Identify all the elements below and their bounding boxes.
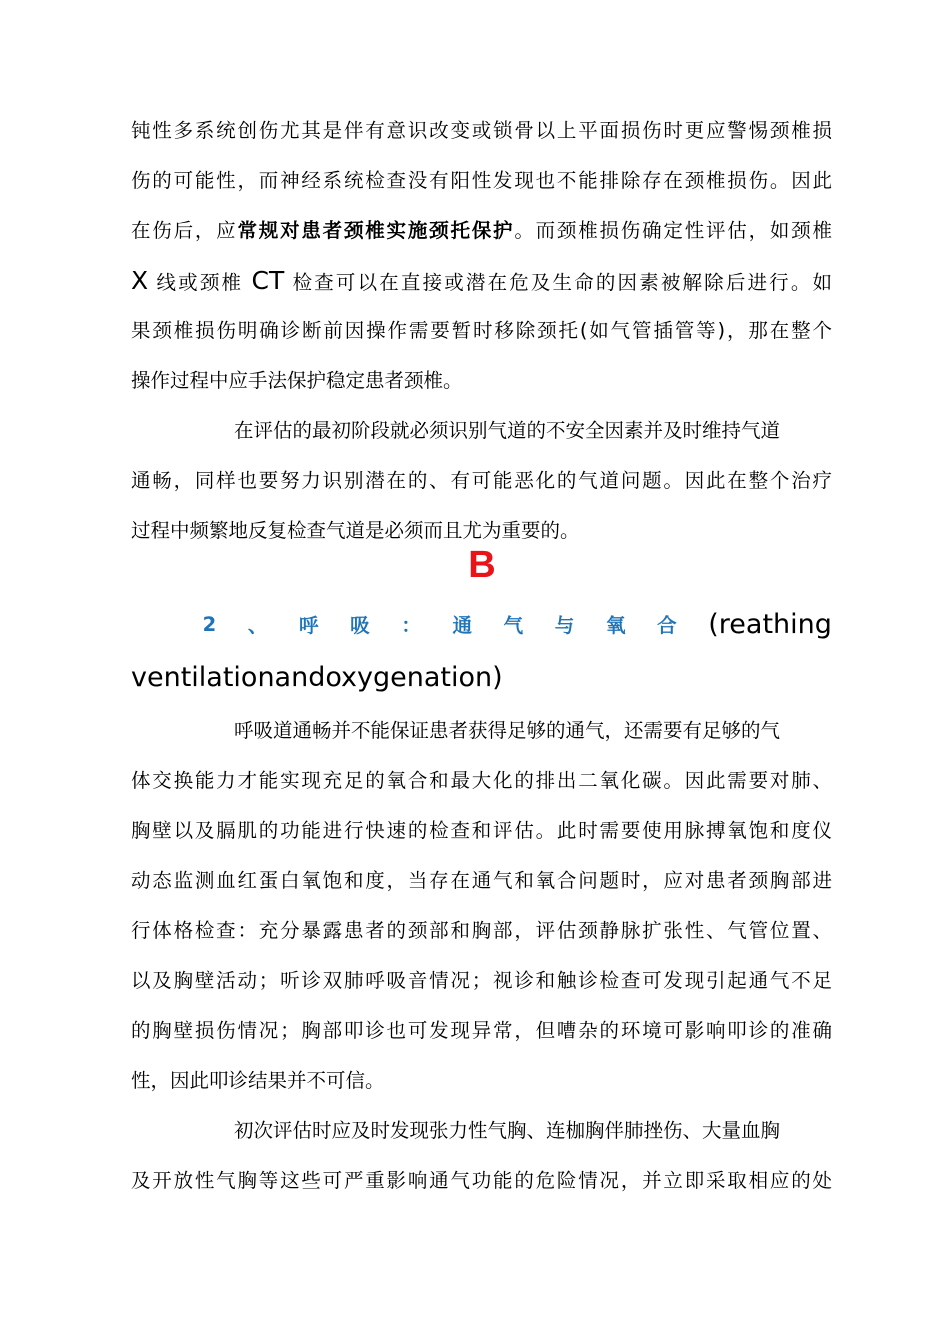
para1-line-5: 果颈椎损伤明确诊断前因操作需要暂时移除颈托(如气管插管等)，那在整个	[131, 319, 832, 342]
para1-line-4-b: 线或颈椎	[148, 271, 252, 294]
heading-english-2: ventilationandoxygenation)	[131, 662, 503, 693]
para1-line-2: 伤的可能性，而神经系统检查没有阳性发现也不能排除存在颈椎损伤。因此	[131, 169, 832, 192]
heading-char-7: 与	[554, 614, 575, 637]
para3-line-5: 行体格检查：充分暴露患者的颈部和胸部，评估颈静脉扩张性、气管位置、	[131, 919, 832, 942]
para2-line-3: 过程中频繁地反复检查气道是必须而且尤为重要的。	[131, 519, 580, 542]
heading-english-1: (reathing	[708, 608, 832, 640]
section-marker-b: B	[468, 544, 496, 586]
heading-char-9: 合	[657, 614, 677, 637]
para3-line-3: 胸壁以及膈肌的功能进行快速的检查和评估。此时需要使用脉搏氧饱和度仪	[131, 819, 832, 842]
para1-x: X	[131, 266, 149, 295]
para1-line-6: 操作过程中应手法保护稳定患者颈椎。	[131, 369, 463, 392]
para3-line-7: 的胸壁损伤情况；胸部叩诊也可发现异常，但嘈杂的环境可影响叩诊的准确	[131, 1019, 832, 1042]
heading-char-0: 2	[202, 612, 217, 636]
para1-ct: CT	[251, 266, 285, 295]
para2-line-2: 通畅，同样也要努力识别潜在的、有可能恶化的气道问题。因此在整个治疗	[131, 469, 832, 492]
para1-line-4	[131, 267, 832, 295]
para3-line-6: 以及胸壁活动；听诊双肺呼吸音情况；视诊和触诊检查可发现引起通气不足	[131, 969, 832, 992]
para2-line-1: 在评估的最初阶段就必须识别气道的不安全因素并及时维持气道	[234, 419, 781, 442]
heading-char-1: 、	[247, 614, 268, 637]
para4-line-2: 及开放性气胸等这些可严重影响通气功能的危险情况，并立即采取相应的处	[131, 1169, 832, 1192]
para1-bold-phrase: 常规对患者颈椎实施颈托保护	[237, 219, 515, 242]
heading-char-4: ：	[401, 614, 421, 637]
para1-line-3	[131, 217, 832, 245]
heading-char-2: 呼	[299, 614, 319, 637]
heading-char-8: 氧	[605, 614, 626, 637]
para1-line-1: 钝性多系统创伤尤其是伴有意识改变或锁骨以上平面损伤时更应警惕颈椎损	[131, 119, 832, 142]
section-heading	[131, 606, 832, 642]
heading-char-5: 通	[452, 614, 472, 637]
para1-line-3-a: 在伤后，应	[131, 219, 238, 242]
heading-char-6: 气	[503, 614, 524, 637]
heading-char-3: 吸	[350, 614, 370, 637]
para3-line-1: 呼吸道通畅并不能保证患者获得足够的通气，还需要有足够的气	[234, 719, 781, 742]
para1-line-3-c: 。而颈椎损伤确定性评估，如颈椎	[514, 219, 832, 242]
para4-line-1: 初次评估时应及时发现张力性气胸、连枷胸伴肺挫伤、大量血胸	[234, 1119, 781, 1142]
para1-line-4-d: 检查可以在直接或潜在危及生命的因素被解除后进行。如	[284, 271, 832, 294]
para3-line-8: 性，因此叩诊结果并不可信。	[131, 1069, 385, 1092]
para3-line-2: 体交换能力才能实现充足的氧合和最大化的排出二氧化碳。因此需要对肺、	[131, 769, 832, 792]
para3-line-4: 动态监测血红蛋白氧饱和度，当存在通气和氧合问题时，应对患者颈胸部进	[131, 869, 832, 892]
